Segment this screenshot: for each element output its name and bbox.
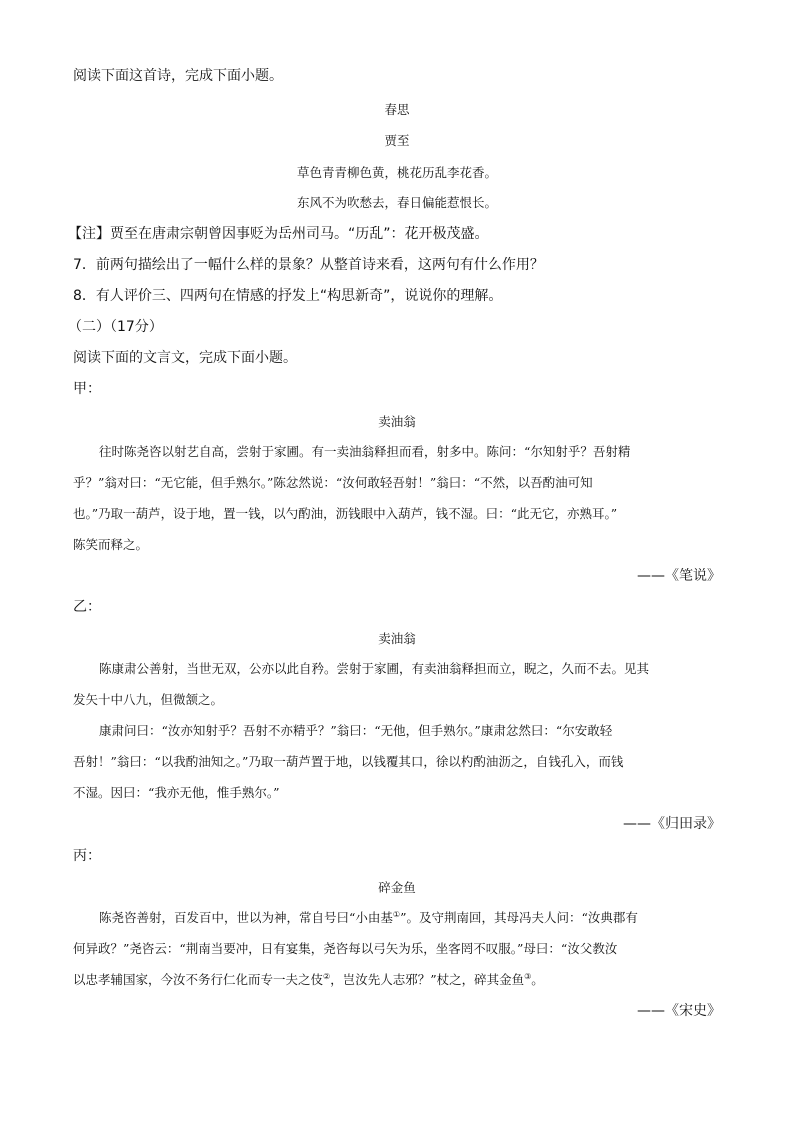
passage-jia-line: 也。”乃取一葫芦，设于地，置一钱，以勺酌油，沥钱眼中入葫芦，钱不湿。曰：“此无它，亦熟耳。”: [73, 506, 618, 521]
passage-bing-label: 丙：: [73, 848, 101, 864]
passage-bing-text: 。: [531, 972, 544, 987]
poem-intro: 阅读下面这首诗，完成下面小题。: [73, 68, 283, 84]
question-7: 7．前两句描绘出了一幅什么样的景象？从整首诗来看，这两句有什么作用？: [73, 257, 544, 273]
passage-yi-label: 乙：: [73, 599, 101, 615]
passage-bing-line: 何异政？”尧咨云：“荆南当要冲，日有宴集，尧咨每以弓矢为乐，坐客罔不叹服。”母曰：“汝父教汝: [73, 941, 618, 956]
passage-yi-line: 康肃问曰：“汝亦知射乎？吾射不亦精乎？”翁曰：“无他，但手熟尔。”康肃忿然曰：“尔安敢轻: [99, 723, 613, 738]
passage-bing-text: 陈尧咨善射，百发百中，世以为神，常自号曰“小由基: [99, 910, 393, 925]
passage-yi-line: 陈康肃公善射，当世无双，公亦以此自矜。尝射于家圃，有卖油翁释担而立，睨之，久而不去。见其: [99, 661, 650, 676]
poem-line-1: 草色青青柳色黄，桃花历乱李花香。: [296, 165, 497, 180]
poem-note: 【注】贾至在唐肃宗朝曾因事贬为岳州司马。“历乱”：花开极茂盛。: [68, 226, 489, 242]
footnote-marker: ③: [524, 971, 532, 981]
passage-yi-line: 不湿。因曰：“我亦无他，惟手熟尔。”: [73, 785, 280, 800]
section-heading: （二）（17分）: [68, 319, 163, 335]
passage-yi-line: 吾射！”翁曰：“以我酌油知之。”乃取一葫芦置于地，以钱覆其口，徐以杓酌油沥之，自钱孔入，而钱: [73, 754, 624, 769]
question-8: 8．有人评价三、四两句在情感的抒发上“构思新奇”，说说你的理解。: [73, 288, 503, 304]
passage-bing-text: 以忠孝辅国家，今汝不务行仁化而专一夫之伎: [73, 972, 324, 987]
passage-jia-line: 乎？”翁对曰：“无它能，但手熟尔。”陈忿然说：“汝何敢轻吾射！”翁曰：“不然，以吾酌油可知: [73, 475, 593, 490]
passage-jia-line: 往时陈尧咨以射艺自高，尝射于家圃。有一卖油翁释担而看，射多中。陈问：“尔知射乎？吾射精: [99, 444, 631, 459]
passage-jia-source: ——《笔说》: [637, 568, 721, 584]
footnote-marker: ①: [392, 909, 401, 919]
passage-jia-label: 甲：: [73, 381, 101, 397]
passage-bing-source: ——《宋史》: [637, 1003, 721, 1019]
poem-line-2: 东风不为吹愁去，春日偏能惹恨长。: [296, 195, 497, 210]
passage-yi-line: 发矢十中八九，但微颔之。: [73, 692, 224, 707]
passage-jia-title: 卖油翁: [378, 414, 416, 429]
footnote-marker: ②: [323, 971, 331, 981]
poem-title: 春思: [384, 102, 410, 117]
section-intro: 阅读下面的文言文，完成下面小题。: [73, 350, 297, 366]
poem-author: 贾至: [384, 133, 410, 148]
passage-jia-line: 陈笑而释之。: [73, 537, 149, 552]
passage-bing-line: [73, 971, 544, 989]
passage-yi-source: ——《归田录》: [623, 816, 721, 832]
passage-yi-title: 卖油翁: [378, 631, 416, 646]
passage-bing-title: 碎金鱼: [378, 880, 416, 895]
passage-bing-line: [99, 909, 638, 927]
passage-bing-text: ”。及守荆南回，其母冯夫人问：“汝典郡有: [400, 910, 638, 925]
passage-bing-text: ，岂汝先人志邪？”杖之，碎其金鱼: [330, 972, 525, 987]
